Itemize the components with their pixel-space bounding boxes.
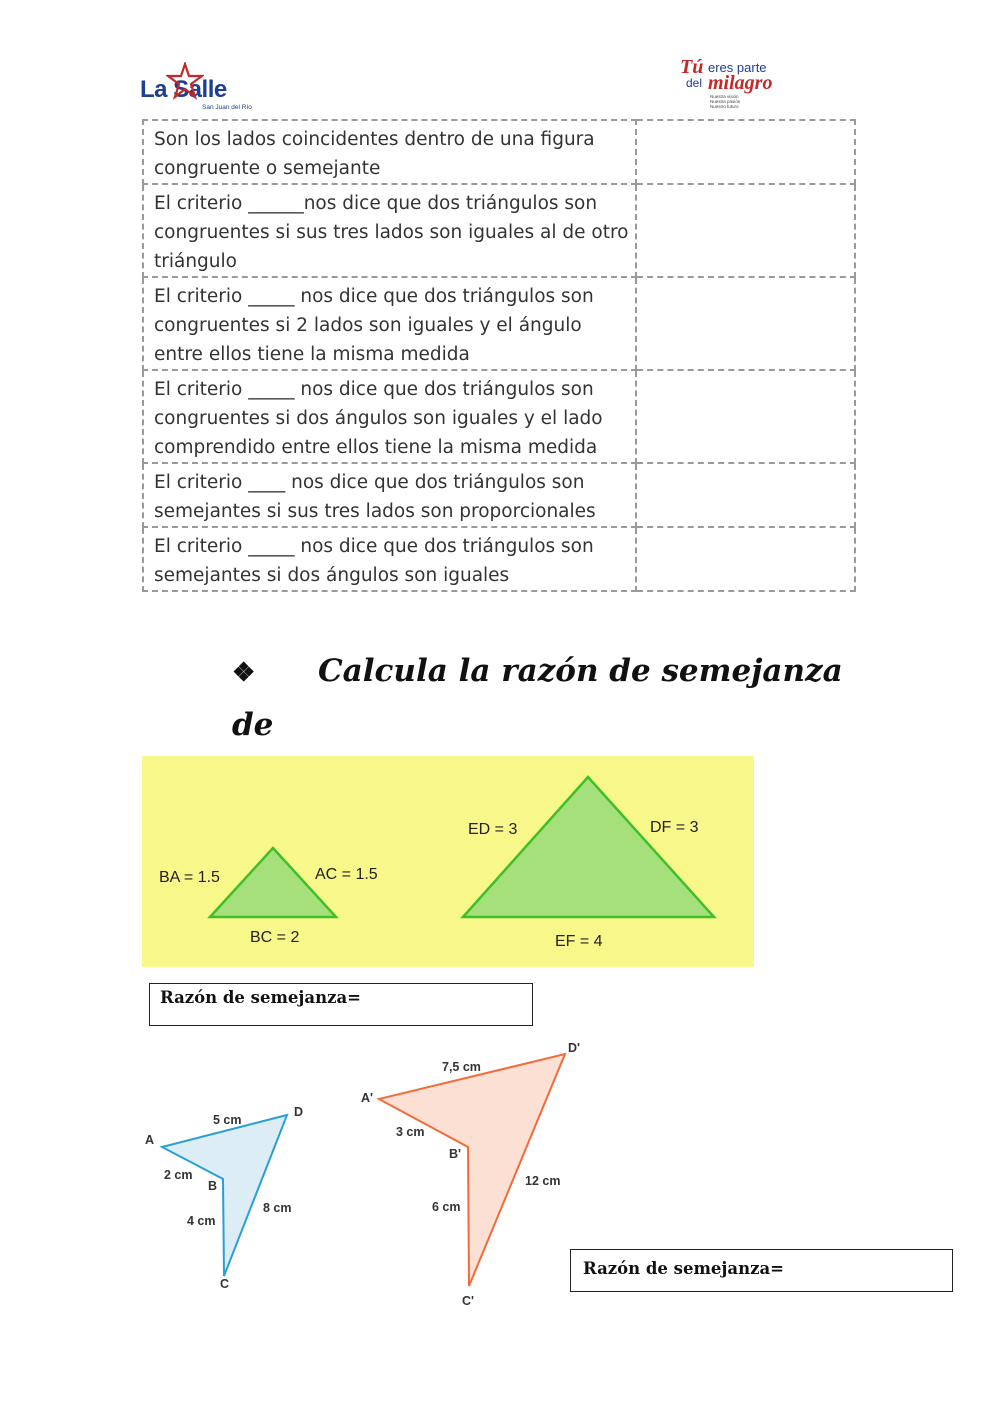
- lasalle-logo-subtitle: San Juan del Río: [202, 104, 252, 111]
- triangles-figure-1: [142, 756, 754, 967]
- answer-cell[interactable]: [636, 120, 855, 184]
- diamond-bullet-icon: ❖: [232, 658, 256, 688]
- lasalle-logo-text: La Salle: [140, 76, 227, 103]
- length-dc: 8 cm: [263, 1201, 292, 1215]
- vertex-c-prime: C': [462, 1294, 474, 1308]
- question-cell: El criterio ____ nos dice que dos triángulos son semejantes si sus tres lados son proporcionales: [143, 463, 636, 527]
- label-bc: BC = 2: [250, 929, 300, 946]
- length-bc-prime: 6 cm: [432, 1200, 461, 1214]
- vertex-c: C: [220, 1277, 230, 1291]
- length-dc-prime: 12 cm: [525, 1174, 561, 1188]
- table-row: [143, 277, 855, 370]
- question-cell: Son los lados coincidentes dentro de una figura congruente o semejante: [143, 120, 636, 184]
- logo-word-tu: Tú: [680, 56, 704, 78]
- table-row: [143, 527, 855, 591]
- logo-tagline-2: Nuestra pasión: [710, 99, 741, 104]
- question-cell: El criterio _____ nos dice que dos triángulos son congruentes si 2 lados son iguales y el ángulo entre ellos tiene la misma medida: [143, 277, 636, 370]
- answer-cell[interactable]: [636, 184, 855, 277]
- label-ed: ED = 3: [468, 821, 518, 838]
- small-quadrilateral-abcd: [162, 1115, 287, 1276]
- label-df: DF = 3: [650, 819, 699, 836]
- label-ef: EF = 4: [555, 933, 603, 950]
- length-bc: 4 cm: [187, 1214, 216, 1228]
- quadrilaterals-figure-2: [140, 1032, 600, 1317]
- tu-eres-parte-logo: [680, 56, 790, 109]
- ratio-answer-box-1[interactable]: [149, 983, 533, 1026]
- logo-tagline: [710, 94, 740, 109]
- logo-word-eres: eres parte: [708, 60, 767, 75]
- length-ab: 2 cm: [164, 1168, 193, 1182]
- logo-word-milagro: milagro: [708, 72, 773, 94]
- ratio-answer-box-2[interactable]: [570, 1249, 953, 1292]
- logo-word-del: del: [686, 76, 703, 90]
- vertex-b-prime: B': [449, 1147, 461, 1161]
- instruction-line-1: Calcula la razón de semejanza de: [232, 653, 843, 743]
- answer-cell[interactable]: [636, 370, 855, 463]
- answer-cell[interactable]: [636, 277, 855, 370]
- length-ad-prime: 7,5 cm: [442, 1060, 481, 1074]
- table-row: [143, 184, 855, 277]
- table-row: [143, 120, 855, 184]
- length-ad: 5 cm: [213, 1113, 242, 1127]
- vertex-d: D: [294, 1105, 304, 1119]
- vertex-a: A: [145, 1133, 155, 1147]
- question-cell: El criterio _____ nos dice que dos triángulos son congruentes si dos ángulos son iguales y el lado comprendido entre ellos tiene la misma medida: [143, 370, 636, 463]
- answer-cell[interactable]: [636, 527, 855, 591]
- question-cell: El criterio ______nos dice que dos triángulos son congruentes si sus tres lados son iguales al de otro triángulo: [143, 184, 636, 277]
- table-row: [143, 463, 855, 527]
- ratio-label-1: Razón de semejanza=: [160, 988, 361, 1007]
- lasalle-logo: [140, 62, 270, 112]
- logo-tagline-1: Nuestra visión: [710, 94, 739, 99]
- question-cell: El criterio _____ nos dice que dos triángulos son semejantes si dos ángulos son iguales: [143, 527, 636, 591]
- vertex-b: B: [208, 1179, 218, 1193]
- length-ab-prime: 3 cm: [396, 1125, 425, 1139]
- vertex-a-prime: A': [361, 1091, 373, 1105]
- star-icon: [166, 62, 204, 100]
- ratio-label-2: Razón de semejanza=: [583, 1259, 784, 1278]
- logo-tagline-3: Nuestro futuro: [710, 104, 739, 109]
- label-ba: BA = 1.5: [159, 869, 220, 886]
- table-row: [143, 370, 855, 463]
- label-ac: AC = 1.5: [315, 866, 378, 883]
- criteria-table: [142, 119, 856, 592]
- answer-cell[interactable]: [636, 463, 855, 527]
- vertex-d-prime: D': [568, 1041, 580, 1055]
- large-quadrilateral-abcd-prime: [379, 1054, 565, 1286]
